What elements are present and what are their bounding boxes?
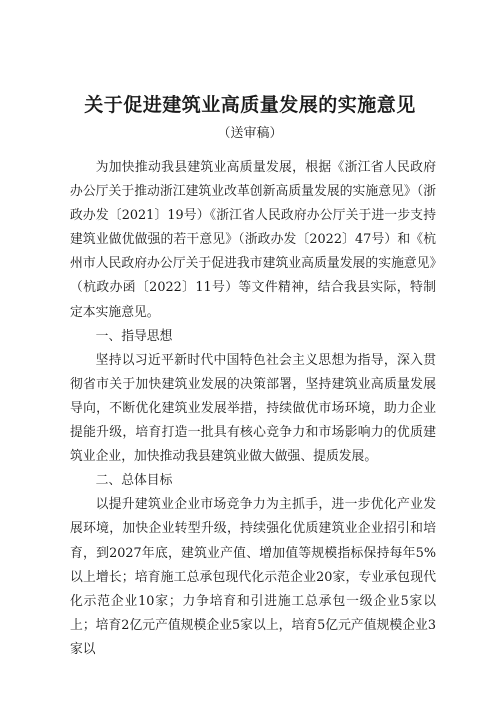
document-title: 关于促进建筑业高质量发展的实施意见	[84, 94, 416, 116]
document-subtitle: （送审稿）	[217, 126, 283, 141]
section-text-overall-goals: 以提升建筑业企业市场竞争力为主抓手，进一步优化产业发展环境，加快企业转型升级，持续强化优质建筑业企业招引和培育，到2027年底，建筑业产值、增加值等规模指标保持每年5%以上增长；培育施工总承包现代化示范企业20家，专业承包现代化示范企业10家；力争培育和引进施工总承包一级企业5家以上；培育2亿元产值规模企业5家以上，培育5亿元产值规模企业3家以	[70, 497, 436, 657]
section-text-guiding-ideology: 坚持以习近平新时代中国特色社会主义思想为指导，深入贯彻省市关于加快建筑业发展的决策部署，坚持建筑业高质量发展导向，不断优化建筑业发展举措，持续做优市场环境，助力企业提能升级，培育打造一批具有核心竞争力和市场影响力的优质建筑业企业，加快推动我县建筑业做大做强、提质发展。	[70, 352, 436, 465]
document-body	[70, 156, 436, 662]
section-heading-overall-goals: 二、总体目标	[95, 473, 173, 489]
section-heading-guiding-ideology: 一、指导思想	[95, 328, 173, 344]
intro-paragraph: 为加快推动我县建筑业高质量发展，根据《浙江省人民政府办公厅关于推动浙江建筑业改革创新高质量发展的实施意见》（浙政办发〔2021〕19号）《浙江省人民政府办公厅关于进一步支持建筑业做优做强的若干意见》（浙政办发〔2022〕47号）和《杭州市人民政府办公厅关于促进我市建筑业高质量发展的实施意见》（杭政办函〔2022〕11号）等文件精神，结合我县实际，特制定本实施意见。	[70, 160, 436, 320]
